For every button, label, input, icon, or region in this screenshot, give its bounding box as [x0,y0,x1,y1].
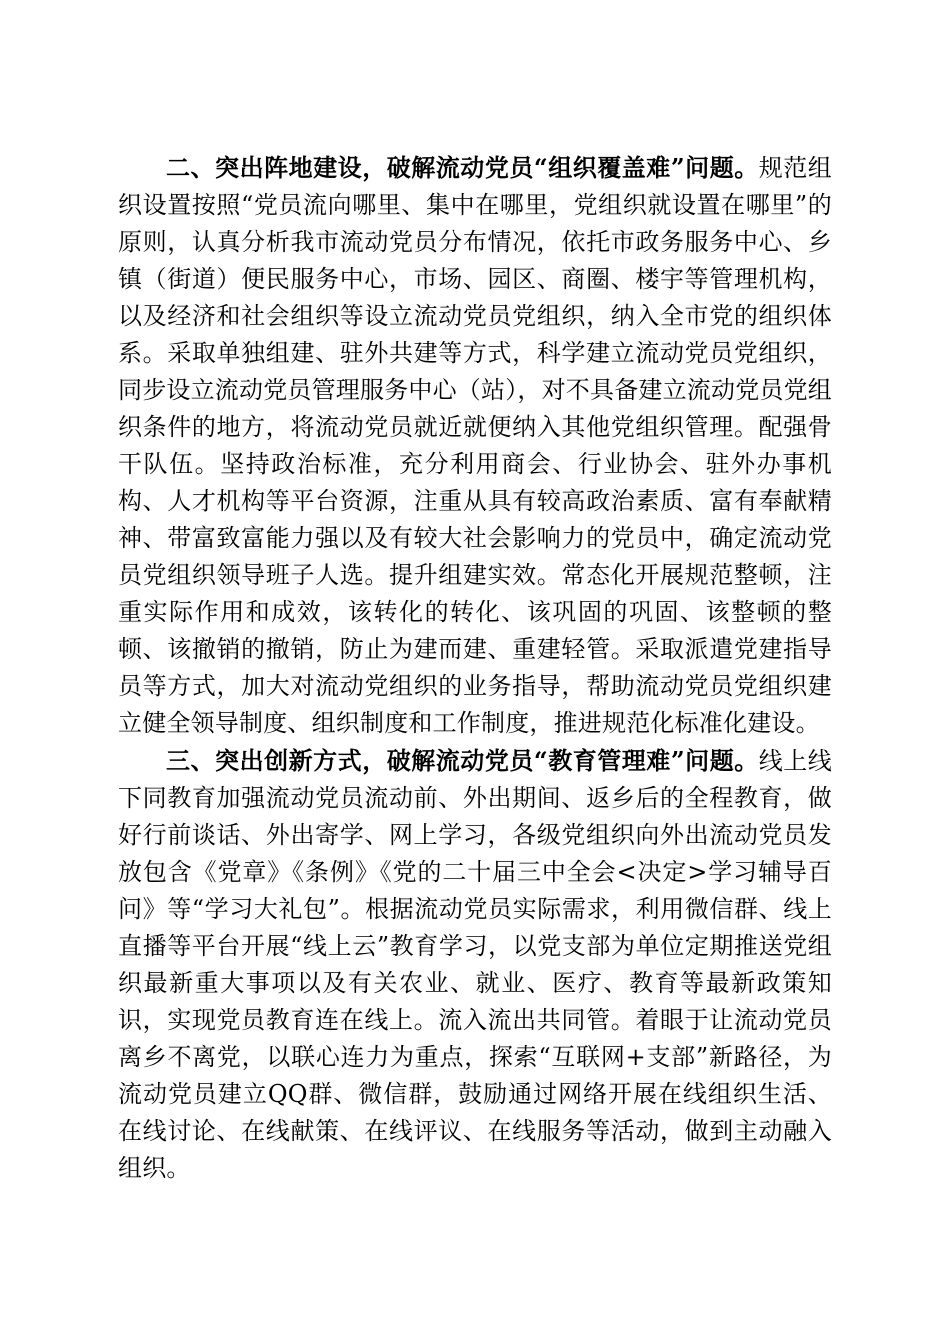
section-three-paragraph [118,742,832,1187]
document-body [118,149,832,1187]
section-three-body: 线上线下同教育加强流动党员流动前、外出期间、返乡后的全程教育，做好行前谈话、外出寄学、网上学习，各级党组织向外出流动党员发放包含《党章》《条例》《党的二十届三中全会<决定>学习辅导百问》等“学习大礼包”。根据流动党员实际需求，利用微信群、线上直播等平台开展“线上云”教育学习，以党支部为单位定期推送党组织最新重大事项以及有关农业、就业、医疗、教育等最新政策知识，实现党员教育连在线上。流入流出共同管。着眼于让流动党员离乡不离党，以联心连力为重点，探索“互联网+支部”新路径，为流动党员建立QQ群、微信群，鼓励通过网络开展在线组织生活、在线讨论、在线献策、在线评议、在线服务等活动，做到主动融入组织。 [118,747,833,1182]
section-two-body: 规范组织设置按照“党员流向哪里、集中在哪里，党组织就设置在哪里”的原则，认真分析我市流动党员分布情况，依托市政务服务中心、乡镇（街道）便民服务中心，市场、园区、商圈、楼宇等管理机构，以及经济和社会组织等设立流动党员党组织，纳入全市党的组织体系。采取单独组建、驻外共建等方式，科学建立流动党员党组织，同步设立流动党员管理服务中心（站），对不具备建立流动党员党组织条件的地方，将流动党员就近就便纳入其他党组织管理。配强骨干队伍。坚持政治标准，充分利用商会、行业协会、驻外办事机构、人才机构等平台资源，注重从具有较高政治素质、富有奉献精神、带富致富能力强以及有较大社会影响力的党员中，确定流动党员党组织领导班子人选。提升组建实效。常态化开展规范整顿，注重实际作用和成效，该转化的转化、该巩固的巩固、该整顿的整顿、该撤销的撤销，防止为建而建、重建轻管。采取派遣党建指导员等方式，加大对流动党组织的业务指导，帮助流动党员党组织建立健全领导制度、组织制度和工作制度，推进规范化标准化建设。 [118,154,833,737]
section-two-paragraph [118,149,832,742]
section-three-heading: 三、突出创新方式，破解流动党员“教育管理难”问题。 [166,746,759,775]
section-two-heading: 二、突出阵地建设，破解流动党员“组织覆盖难”问题。 [166,153,759,182]
